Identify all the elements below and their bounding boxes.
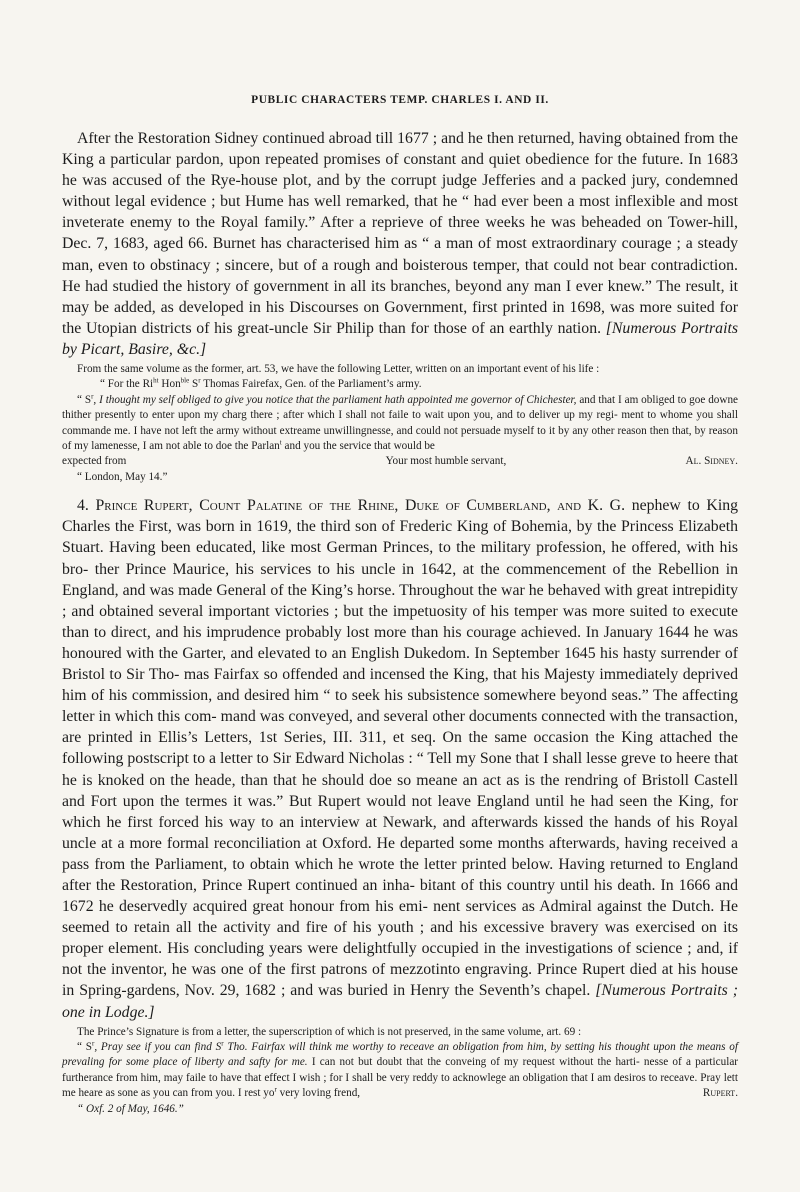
rupert-letter-intro: The Prince’s Signature is from a letter, the superscription of which is not preserved, in the same volume, art. 69 : [77,1025,582,1038]
sidney-letter-signature-row [62,454,738,469]
superscription-sup: r [198,376,201,385]
letter-opening: “ S [77,1041,92,1054]
letter-sup: r [91,1039,95,1048]
sidney-letter-date: “ London, May 14.” [77,470,168,483]
superscription-part: Hon [158,378,181,391]
signature-name: Rupert. [702,1087,738,1100]
letter-sup: r [221,1039,224,1048]
signature-closing: Your most humble servant, [385,455,507,468]
letter-sup: t [279,438,282,447]
sidney-letter-text [62,393,738,455]
sidney-letter-intro: From the same volume as the former, art. 53, we have the following Letter, written on an important event of his life : [77,363,600,376]
superscription-part: Thomas Fairefax, Gen. of the Parliament’s army. [200,378,422,391]
letter-body-end: and you the service that would be [281,440,435,453]
letter-opening-italic: , Pray see if you can find S [94,1041,222,1054]
superscription-part: S [189,378,199,391]
sidney-paragraph [62,128,738,360]
sidney-letter-superscription [62,377,738,392]
rupert-paragraph [62,495,738,1022]
letter-sup: r [91,392,94,401]
rupert-portrait-reference: [Numerous Portraits ; one in Lodge.] [62,982,738,1021]
letter-sup: r [274,1085,277,1094]
letter-opening-italic: Tho. Fairfax will think me worthy to receave an obligation from him, by setting his thought upon the means of prevaling for some place of liberty and safty for me. [62,1041,738,1069]
superscription-part: “ For the Ri [100,378,154,391]
rupert-paragraph-text: nephew to King Charles the First, was born in 1619, the third son of Frederic King of Bohemia, by the Princess Elizabeth Stuart. Having been educated, like most German Princes, to the military profession, he offered, with his bro- ther Prince Maurice, his services to his uncle in 1642, at the commencement of the Rebellion in England, and was made General of the King’s horse. Throughout the war he behaved with great intrepidity ; and obtained several important victories ; but the impetuosity of his temper was more suited to execute than to direct, and his imprudence probably lost more than his courage achieved. In January 1644 he was honoured with the Garter, and elevated to an English Dukedom. In September 1645 his hasty surrender of Bristol to Sir Tho- mas Fairfax so offended and incensed the King, that his Majesty immediately deprived him of his commission, and desired him “ to seek his subsistence somewhere beyond seas.” The affecting letter in which this com- mand was conveyed, and several other documents connected with the transaction, are printed in Ellis’s Letters, 1st Series, III. 311, et seq. On the same occasion the King attached the following postscript to a letter to Sir Edward Nicholas : “ Tell my Sone that I shall lesse greve to heere that he is knoked on the heade, than that he should doe so meane an act as is the rendring of Bristoll Castell and Fort upon the termes it was.” But Rupert would not leave England until he had seen the King, for which he first forced his way to an interview at Newark, and afterwards kissed the hands of his Royal uncle at a more formal reconciliation at Oxford. He departed some months afterwards, having received a pass from the Parliament, to obtain which he wrote the letter printed below. Having returned to England after the Restoration, Prince Rupert continued an inha- bitant of this country until his death. In 1666 and 1672 he deservedly acquired great honour from his emi- nent services as Admiral against the Dutch. He seemed to retain all the activity and fire of his youth ; and his excessive bravery was exercised on its proper element. His concluding years were delightfully occupied in the investigations of science ; and, if not the inventor, he was one of the first patrons of mezzotinto engraving. Prince Rupert died at his house in Spring-gardens, Nov. 29, 1682 ; and was buried in Henry the Seventh’s chapel. [62,497,739,1000]
signature-left: expected from [62,455,127,468]
letter-opening: “ S [77,393,92,406]
sidney-portrait-reference: [Numerous Portraits by Picart, Basire, &c.] [62,319,739,358]
superscription-sup: ht [153,376,159,385]
letter-opening-italic: , I thought my self obliged to give you notice that the parliament hath appointed me governor of Chichester, [93,393,577,406]
letter-body: I can not but doubt that the conveing of my request without the harti- nesse of a particular furtherance from him, may faile to have that effect I wish ; for I shall be very reddy to acknowlege an obligation that I am desiros to receave. Pray lett me heare as sone as you can from you. I rest yo [62,1056,739,1100]
letter-body-end: very loving frend, [276,1087,361,1100]
superscription-sup: ble [180,376,190,385]
letter-body: and that I am obliged to goe downe thither presently to enter upon my charg there ; after which I shall not faile to wait upon you, and to deliver up my regi- ment to whome you shall commande me. I have not left the army without extreame unwillingnesse, and could not persuade myself to it by any other reason then that, by reason of my lamenesse, I am not able to doe the Parlan [62,393,739,453]
running-head: PUBLIC CHARACTERS TEMP. CHARLES I. AND II. [251,94,549,106]
sidney-paragraph-text: After the Restoration Sidney continued abroad till 1677 ; and he then returned, having obtained from the King a particular pardon, upon repeated promises of constant and quiet obedience for the future. In 1683 he was accused of the Rye-house plot, and by the corrupt judge Jefferies and a packed jury, condemned without legal evidence ; but Hume has well remarked, that he “ had ever been a most inflexible and most inveterate enemy to the Royal family.” After a reprieve of three weeks he was beheaded on Tower-hill, Dec. 7, 1683, aged 66. Burnet has characterised him as “ a man of most extraordinary courage ; a steady man, even to obstinacy ; sincere, but of a rough and boisterous temper, that could not bear contradiction. He had studied the history of government in all its branches, beyond any man I ever knew.” The result, it may be added, as developed in his Discourses on Government, first printed in 1698, was more suited for the Utopian districts of his great-uncle Sir Philip than for those of an earthly nation. [62,130,738,337]
rupert-heading: 4. Prince Rupert, Count Palatine of the Rhine, Duke of Cumberland, and K. G. [77,497,626,515]
rupert-letter-date: “ Oxf. 2 of May, 1646.” [77,1102,184,1115]
rupert-letter-text [62,1040,738,1102]
page-body [62,128,738,1117]
signature-name: Al. Sidney. [685,455,738,468]
